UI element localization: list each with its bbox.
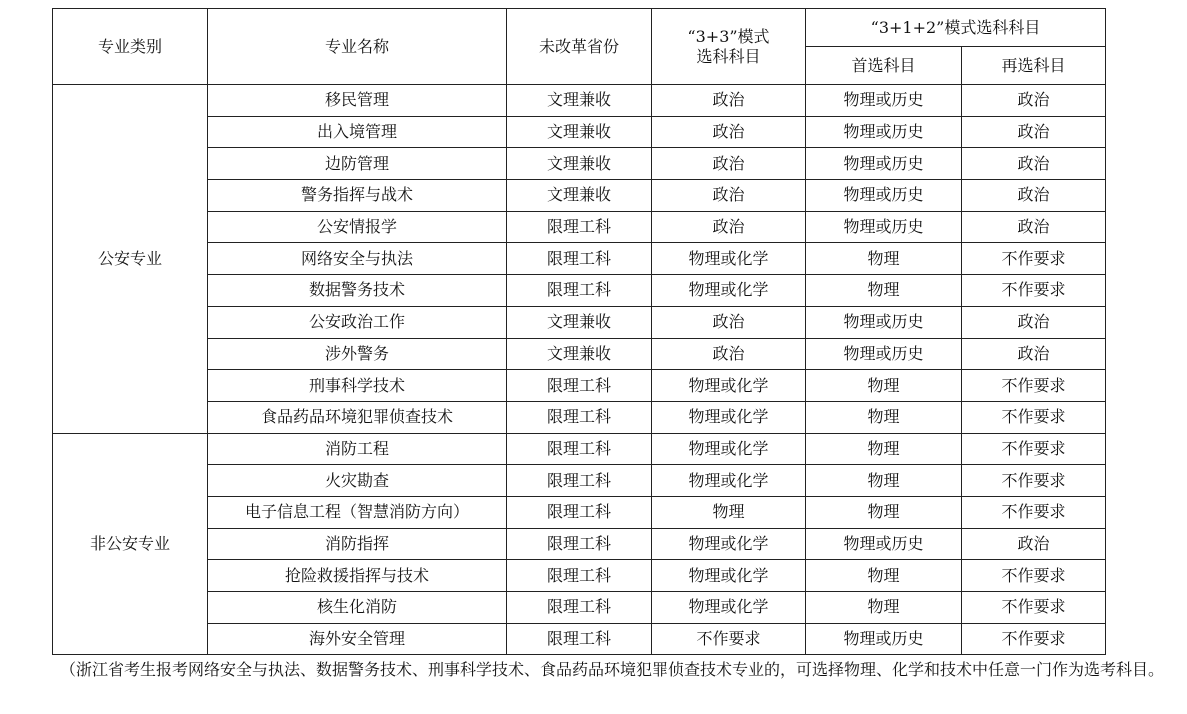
major-cell: 海外安全管理 (208, 623, 507, 655)
first-choice-cell: 物理或历史 (806, 116, 962, 148)
unreformed-cell: 限理工科 (507, 623, 652, 655)
first-choice-cell: 物理或历史 (806, 338, 962, 370)
mode-3-3-cell: 物理 (652, 496, 806, 528)
mode-3-3-cell: 政治 (652, 211, 806, 243)
major-cell: 火灾勘查 (208, 465, 507, 497)
second-choice-cell: 不作要求 (962, 243, 1106, 275)
second-choice-cell: 政治 (962, 528, 1106, 560)
mode-3-3-cell: 政治 (652, 338, 806, 370)
mode-3-3-cell: 物理或化学 (652, 243, 806, 275)
first-choice-cell: 物理 (806, 370, 962, 402)
mode-3-3-cell: 不作要求 (652, 623, 806, 655)
header-mode-3-3-line1: “3+3”模式 (687, 26, 770, 46)
second-choice-cell: 政治 (962, 116, 1106, 148)
footnote: （浙江省考生报考网络安全与执法、数据警务技术、刑事科学技术、食品药品环境犯罪侦查技术专业的，可选择物理、化学和技术中任意一门作为选考科目。 (60, 660, 1165, 679)
first-choice-cell: 物理 (806, 496, 962, 528)
major-cell: 电子信息工程（智慧消防方向） (208, 496, 507, 528)
major-cell: 出入境管理 (208, 116, 507, 148)
major-cell: 公安政治工作 (208, 306, 507, 338)
mode-3-3-cell: 物理或化学 (652, 560, 806, 592)
table-row (53, 370, 1106, 402)
major-cell: 消防指挥 (208, 528, 507, 560)
first-choice-cell: 物理 (806, 465, 962, 497)
table-body (53, 85, 1106, 655)
unreformed-cell: 限理工科 (507, 243, 652, 275)
second-choice-cell: 政治 (962, 211, 1106, 243)
second-choice-cell: 不作要求 (962, 623, 1106, 655)
second-choice-cell: 不作要求 (962, 592, 1106, 624)
major-cell: 核生化消防 (208, 592, 507, 624)
unreformed-cell: 限理工科 (507, 592, 652, 624)
unreformed-cell: 文理兼收 (507, 148, 652, 180)
table-row (53, 148, 1106, 180)
table-row (53, 623, 1106, 655)
mode-3-3-cell: 政治 (652, 180, 806, 212)
first-choice-cell: 物理 (806, 401, 962, 433)
second-choice-cell: 政治 (962, 85, 1106, 117)
unreformed-cell: 文理兼收 (507, 85, 652, 117)
unreformed-cell: 文理兼收 (507, 338, 652, 370)
table-row (53, 401, 1106, 433)
mode-3-3-cell: 政治 (652, 116, 806, 148)
major-cell: 警务指挥与战术 (208, 180, 507, 212)
mode-3-3-cell: 物理或化学 (652, 370, 806, 402)
table-row (53, 306, 1106, 338)
unreformed-cell: 限理工科 (507, 433, 652, 465)
table-row (53, 528, 1106, 560)
second-choice-cell: 政治 (962, 148, 1106, 180)
unreformed-cell: 文理兼收 (507, 116, 652, 148)
unreformed-cell: 限理工科 (507, 496, 652, 528)
second-choice-cell: 政治 (962, 338, 1106, 370)
first-choice-cell: 物理或历史 (806, 528, 962, 560)
major-cell: 边防管理 (208, 148, 507, 180)
mode-3-3-cell: 物理或化学 (652, 465, 806, 497)
second-choice-cell: 不作要求 (962, 275, 1106, 307)
second-choice-cell: 不作要求 (962, 496, 1106, 528)
category-cell: 公安专业 (53, 85, 208, 434)
table-row (53, 592, 1106, 624)
first-choice-cell: 物理 (806, 433, 962, 465)
major-cell: 数据警务技术 (208, 275, 507, 307)
unreformed-cell: 限理工科 (507, 401, 652, 433)
major-cell: 抢险救援指挥与技术 (208, 560, 507, 592)
major-cell: 涉外警务 (208, 338, 507, 370)
second-choice-cell: 不作要求 (962, 370, 1106, 402)
first-choice-cell: 物理或历史 (806, 180, 962, 212)
table-row (53, 433, 1106, 465)
major-cell: 刑事科学技术 (208, 370, 507, 402)
second-choice-cell: 不作要求 (962, 401, 1106, 433)
unreformed-cell: 文理兼收 (507, 180, 652, 212)
table-row (53, 116, 1106, 148)
subject-requirements-table (52, 8, 1106, 655)
major-cell: 公安情报学 (208, 211, 507, 243)
first-choice-cell: 物理 (806, 275, 962, 307)
first-choice-cell: 物理 (806, 243, 962, 275)
unreformed-cell: 限理工科 (507, 528, 652, 560)
table-row (53, 180, 1106, 212)
second-choice-cell: 政治 (962, 180, 1106, 212)
first-choice-cell: 物理 (806, 560, 962, 592)
table-row (53, 338, 1106, 370)
mode-3-3-cell: 物理或化学 (652, 528, 806, 560)
first-choice-cell: 物理 (806, 592, 962, 624)
mode-3-3-cell: 政治 (652, 148, 806, 180)
second-choice-cell: 不作要求 (962, 560, 1106, 592)
header-mode-3-3 (652, 9, 806, 85)
header-mode-3-1-2: “3+1+2”模式选科科目 (806, 9, 1106, 47)
table-row (53, 211, 1106, 243)
mode-3-3-cell: 物理或化学 (652, 401, 806, 433)
mode-3-3-cell: 政治 (652, 85, 806, 117)
header-major: 专业名称 (208, 9, 507, 85)
header-mode-3-3-line2: 选科科目 (696, 46, 761, 66)
mode-3-3-cell: 物理或化学 (652, 592, 806, 624)
mode-3-3-cell: 政治 (652, 306, 806, 338)
table-row (53, 496, 1106, 528)
unreformed-cell: 文理兼收 (507, 306, 652, 338)
major-cell: 移民管理 (208, 85, 507, 117)
header-first-choice: 首选科目 (806, 47, 962, 85)
unreformed-cell: 限理工科 (507, 275, 652, 307)
unreformed-cell: 限理工科 (507, 560, 652, 592)
mode-3-3-cell: 物理或化学 (652, 275, 806, 307)
table-row (53, 275, 1106, 307)
table-row (53, 560, 1106, 592)
major-cell: 消防工程 (208, 433, 507, 465)
table-row (53, 243, 1106, 275)
category-cell: 非公安专业 (53, 433, 208, 655)
table-row (53, 465, 1106, 497)
header-category: 专业类别 (53, 9, 208, 85)
header-row-1 (53, 9, 1106, 47)
unreformed-cell: 限理工科 (507, 370, 652, 402)
header-unreformed: 未改革省份 (507, 9, 652, 85)
second-choice-cell: 不作要求 (962, 433, 1106, 465)
major-cell: 网络安全与执法 (208, 243, 507, 275)
second-choice-cell: 政治 (962, 306, 1106, 338)
first-choice-cell: 物理或历史 (806, 85, 962, 117)
first-choice-cell: 物理或历史 (806, 623, 962, 655)
second-choice-cell: 不作要求 (962, 465, 1106, 497)
mode-3-3-cell: 物理或化学 (652, 433, 806, 465)
unreformed-cell: 限理工科 (507, 211, 652, 243)
first-choice-cell: 物理或历史 (806, 306, 962, 338)
table-row (53, 85, 1106, 117)
unreformed-cell: 限理工科 (507, 465, 652, 497)
major-cell: 食品药品环境犯罪侦查技术 (208, 401, 507, 433)
first-choice-cell: 物理或历史 (806, 211, 962, 243)
first-choice-cell: 物理或历史 (806, 148, 962, 180)
header-second-choice: 再选科目 (962, 47, 1106, 85)
